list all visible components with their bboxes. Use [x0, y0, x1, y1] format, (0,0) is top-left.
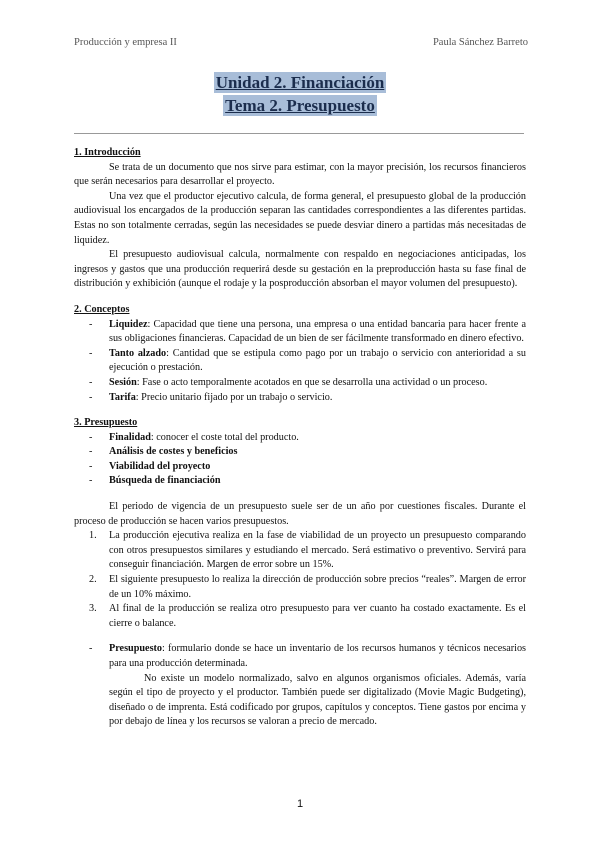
paragraph: Una vez que el productor ejecutivo calcula, de forma general, el presupuesto global de la producción audiovisual los encargados de la producción separan las cantidades correspondientes a las diferentes partidas. Estas no son totalmente cerradas, según las necesidades se puede desviar dinero a partidas más necesitadas de liquidez.	[74, 190, 526, 246]
dash-marker: -	[89, 376, 93, 388]
step-text: El siguiente presupuesto lo realiza la dirección de producción sobre precios “reales”. Margen de error de un 10% máximo.	[109, 574, 526, 600]
dash-marker: -	[89, 446, 93, 458]
title-divider	[74, 133, 524, 134]
list-item	[74, 318, 526, 347]
term: Búsqueda de financiación	[109, 475, 221, 487]
list-item	[74, 529, 526, 573]
paragraph: El periodo de vigencia de un presupuesto suele ser de un año por cuestiones fiscales. Durante el proceso de producción se hacen varios presupuestos.	[74, 501, 526, 527]
list-item	[74, 445, 526, 460]
document-body	[74, 146, 526, 730]
list-item	[74, 474, 526, 489]
term: Tanto alzado	[109, 347, 167, 359]
list-item	[74, 460, 526, 475]
term: Finalidad	[109, 431, 151, 443]
step-number: 2.	[89, 574, 97, 586]
dash-marker: -	[89, 347, 93, 359]
definition: : conocer el coste total del producto.	[150, 431, 299, 443]
paragraph: Se trata de un documento que nos sirve para estimar, con la mayor precisión, los recursos financieros que serán necesarios para desarrollar el proyecto.	[74, 161, 526, 188]
step-number: 3.	[89, 603, 97, 615]
dash-marker: -	[89, 391, 93, 403]
list-item	[74, 376, 526, 391]
term: Presupuesto	[109, 643, 163, 655]
definition: : formulario donde se hace un inventario de los recursos humanos y técnicos necesarios para una producción determinada.	[109, 643, 526, 669]
title-block	[0, 72, 600, 118]
budget-goals-list	[74, 431, 526, 489]
section-heading-budget: 3. Presupuesto	[74, 417, 138, 429]
list-item	[74, 347, 526, 376]
paragraph: No existe un modelo normalizado, salvo en algunos organismos oficiales. Además, varía según el tipo de proyecto y el productor. También puede ser digitalizado (Movie Magic Budgeting), diseñado o de imprenta. Está codificado por grupos, capítulos y conceptos. Tiene gastos por encima y por debajo de línea y los recursos se valoran a precio de mercado.	[109, 672, 526, 728]
list-item	[74, 391, 526, 406]
concepts-list	[74, 318, 526, 406]
step-text: La producción ejecutiva realiza en la fase de viabilidad de un proyecto un presupuesto comparando con otros presupuestos similares y estudiando el mercado. Será estimativo o preventivo. Servirá para conseguir financiación. Margen de error sobre un 15%.	[109, 530, 526, 571]
term: Liquidez	[109, 318, 148, 330]
section-heading-concepts: 2. Conceptos	[74, 303, 130, 315]
term: Tarifa	[109, 391, 136, 403]
header-author: Paula Sánchez Barreto	[432, 37, 528, 48]
dash-marker: -	[89, 318, 93, 330]
budget-definition-list	[74, 642, 526, 671]
definition: : Cantidad que se estipula como pago por un trabajo o servicio con anterioridad a su ejecución o prestación.	[109, 347, 526, 374]
list-item	[74, 431, 526, 446]
term: Viabilidad del proyecto	[109, 460, 211, 472]
unit-title: Unidad 2. Financiación	[215, 73, 385, 92]
page-number: 1	[296, 798, 304, 810]
list-item	[74, 602, 526, 631]
term: Sesión	[109, 376, 137, 388]
list-item	[74, 573, 526, 602]
paragraph: El presupuesto audiovisual calcula, normalmente con respaldo en negociaciones anticipadas, los ingresos y gastos que una producción requerirá desde su gestación en la preproducción hasta su fase final de distribución y exhibición (aunque el rodaje y la posproducción absorban el mayor volumen del presupuesto).	[74, 249, 526, 290]
dash-marker: -	[89, 431, 93, 443]
term: Análisis de costes y beneficios	[109, 446, 238, 458]
step-number: 1.	[89, 530, 97, 542]
definition: : Fase o acto temporalmente acotados en que se desarrolla una actividad o un proceso.	[136, 376, 488, 388]
definition: : Capacidad que tiene una persona, una empresa o una entidad bancaria para hacer frente a sus obligaciones financieras. Capacidad de un bien de ser fácilmente transformado en dinero efectivo.	[109, 318, 526, 345]
budget-steps-list	[74, 529, 526, 631]
list-item	[74, 642, 526, 671]
header-course: Producción y empresa II	[74, 37, 177, 48]
dash-marker: -	[89, 475, 93, 487]
dash-marker: -	[89, 643, 93, 655]
step-text: Al final de la producción se realiza otro presupuesto para ver cuanto ha costado exactamente. Es el cierre o balance.	[109, 603, 526, 629]
definition: : Precio unitario fijado por un trabajo o servicio.	[135, 391, 333, 403]
topic-title: Tema 2. Presupuesto	[225, 96, 375, 115]
dash-marker: -	[89, 460, 93, 472]
section-heading-intro: 1. Introducción	[74, 147, 141, 158]
